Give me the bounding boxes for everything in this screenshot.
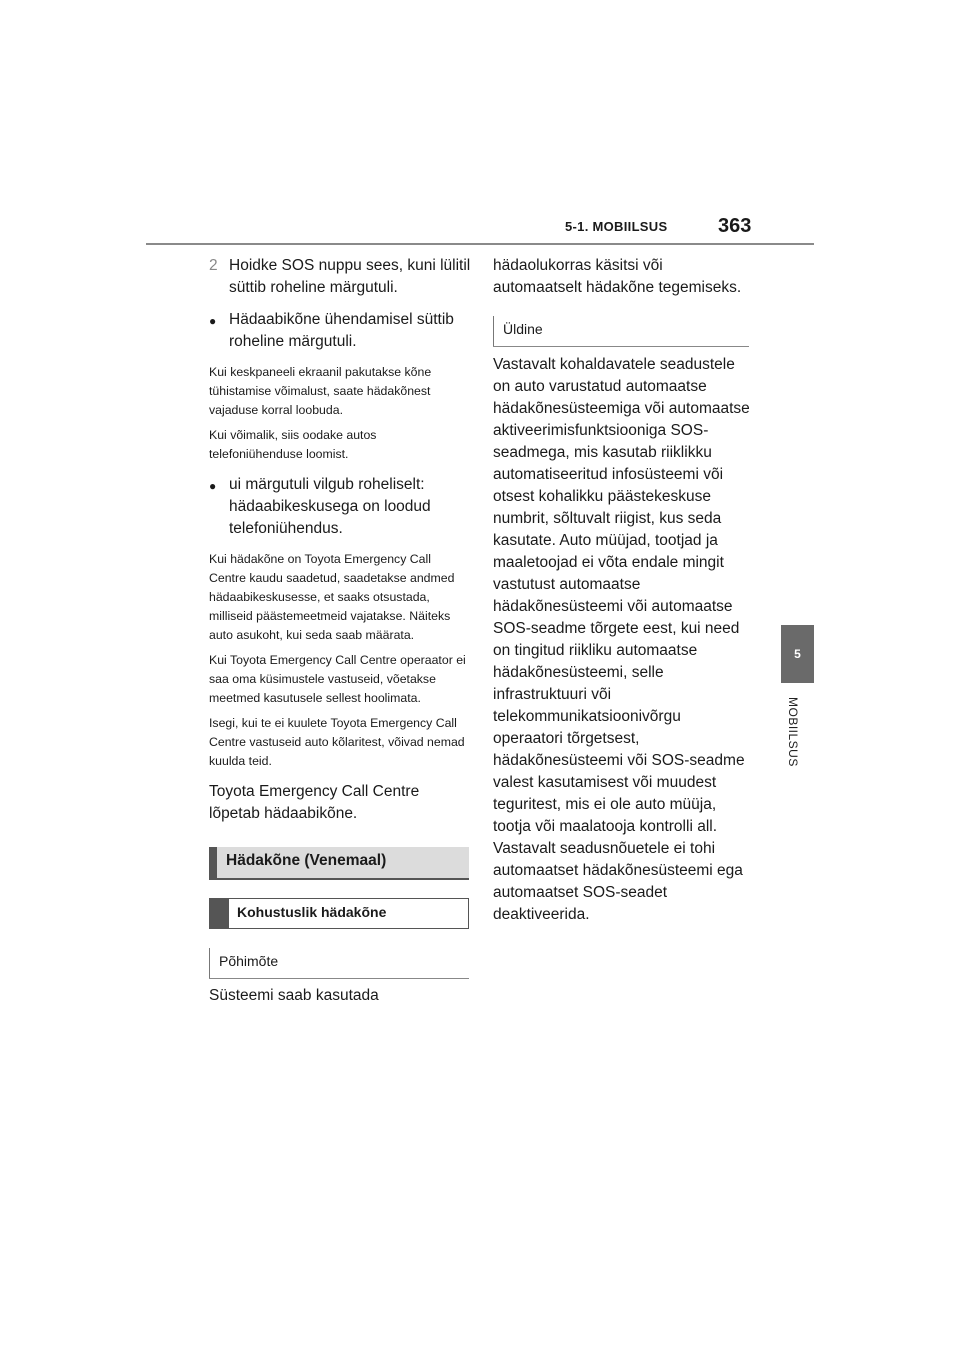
- heading-text: Põhimõte: [219, 953, 279, 969]
- bullet-item: [209, 474, 471, 540]
- heading-text: Hädakõne (Venemaal): [226, 852, 387, 869]
- heading-marker: [209, 948, 210, 978]
- body-text: Vastavalt kohaldavatele seadustele on auto varustatud automaatse hädakõnesüsteemiga või automaatse aktiveerimisfunktsiooniga SOS-seadmega, mis kasutab riiklikku automatiseeritud infosüsteemi või otsest kohalikku päästekeskuse numbrit, sõltuvalt riigist, kus seda kasutate. Auto müüjad, tootjad ja maaletoojad ei võta endale mingit vastutust automaatse hädakõnesüsteemi või automaatse SOS-seadme tõrgete eest, kui need on tingitud riikliku automaatse hädakõnesüsteemi, selle infrastruktuuri või telekommunikatsioonivõrgu operaatori tõrgetsest, hädakõnesüsteemi või SOS-seadme valest kasutamisest või muudest teguritest, mis ei ole auto müüja, tootja või maalatooja kontrolli all. Vastavalt seadusnõuetele ei tohi automaatset hädakõnesüsteemi ega automaatset SOS-seadet deaktiveerida.: [493, 356, 750, 923]
- body-text: hädaolukorras käsitsi või automaatselt hädakõne tegemiseks.: [493, 257, 742, 296]
- note-text: Kui hädakõne on Toyota Emergency Call Centre kaudu saadetud, saadetakse andmed hädaabikeskusesse, et saaks otsustada, milliseid päästemeetmeid vajatakse. Näiteks auto asukoht, kui seda saab määrata.: [209, 552, 455, 642]
- minor-heading: [493, 316, 749, 347]
- chapter-label-text: MOBIILSUS: [786, 697, 800, 767]
- section-title: 5-1. MOBIILSUS: [565, 219, 668, 234]
- bullet-icon: ●: [209, 479, 217, 493]
- step-text: Hoidke SOS nuppu sees, kuni lülitil süttib roheline märgutuli.: [229, 257, 471, 296]
- bullet-text: ui märgutuli vilgub roheliselt: hädaabikeskusega on loodud telefoniühendus.: [229, 476, 431, 537]
- note-text: Kui Toyota Emergency Call Centre operaator ei saa oma küsimustele vastuseid, võetakse meetmed kasutusele sellest hoolimata.: [209, 653, 466, 705]
- body-text: Süsteemi saab kasutada: [209, 987, 379, 1004]
- body-text: Toyota Emergency Call Centre lõpetab hädaabikõne.: [209, 783, 420, 822]
- heading-text: Kohustuslik hädakõne: [237, 904, 387, 920]
- chapter-label: [786, 697, 808, 785]
- subsection-heading: [209, 898, 469, 929]
- heading-text: Üldine: [503, 321, 543, 337]
- bullet-icon: ●: [209, 314, 217, 328]
- note-text: Kui keskpaneeli ekraanil pakutakse kõne tühistamise võimalust, saate hädakõnest vajaduse korral loobuda.: [209, 365, 432, 417]
- heading-marker: [209, 847, 217, 878]
- section-heading: [209, 847, 469, 880]
- minor-heading: [209, 948, 469, 979]
- heading-marker: [493, 316, 494, 346]
- step-2: [209, 255, 471, 299]
- step-number: 2: [209, 257, 218, 274]
- heading-marker: [209, 898, 229, 929]
- left-column: [209, 255, 471, 1007]
- header-divider: [146, 243, 814, 245]
- right-column: [493, 255, 751, 926]
- chapter-tab: 5: [781, 625, 814, 683]
- note-text: Isegi, kui te ei kuulete Toyota Emergency Call Centre vastuseid auto kõlaritest, võivad nemad kuulda teid.: [209, 716, 465, 768]
- bullet-item: [209, 309, 471, 353]
- note-text: Kui võimalik, siis oodake autos telefoniühenduse loomist.: [209, 428, 377, 461]
- page-number: 363: [718, 215, 752, 237]
- bullet-text: Hädaabikõne ühendamisel süttib roheline märgutuli.: [229, 311, 454, 350]
